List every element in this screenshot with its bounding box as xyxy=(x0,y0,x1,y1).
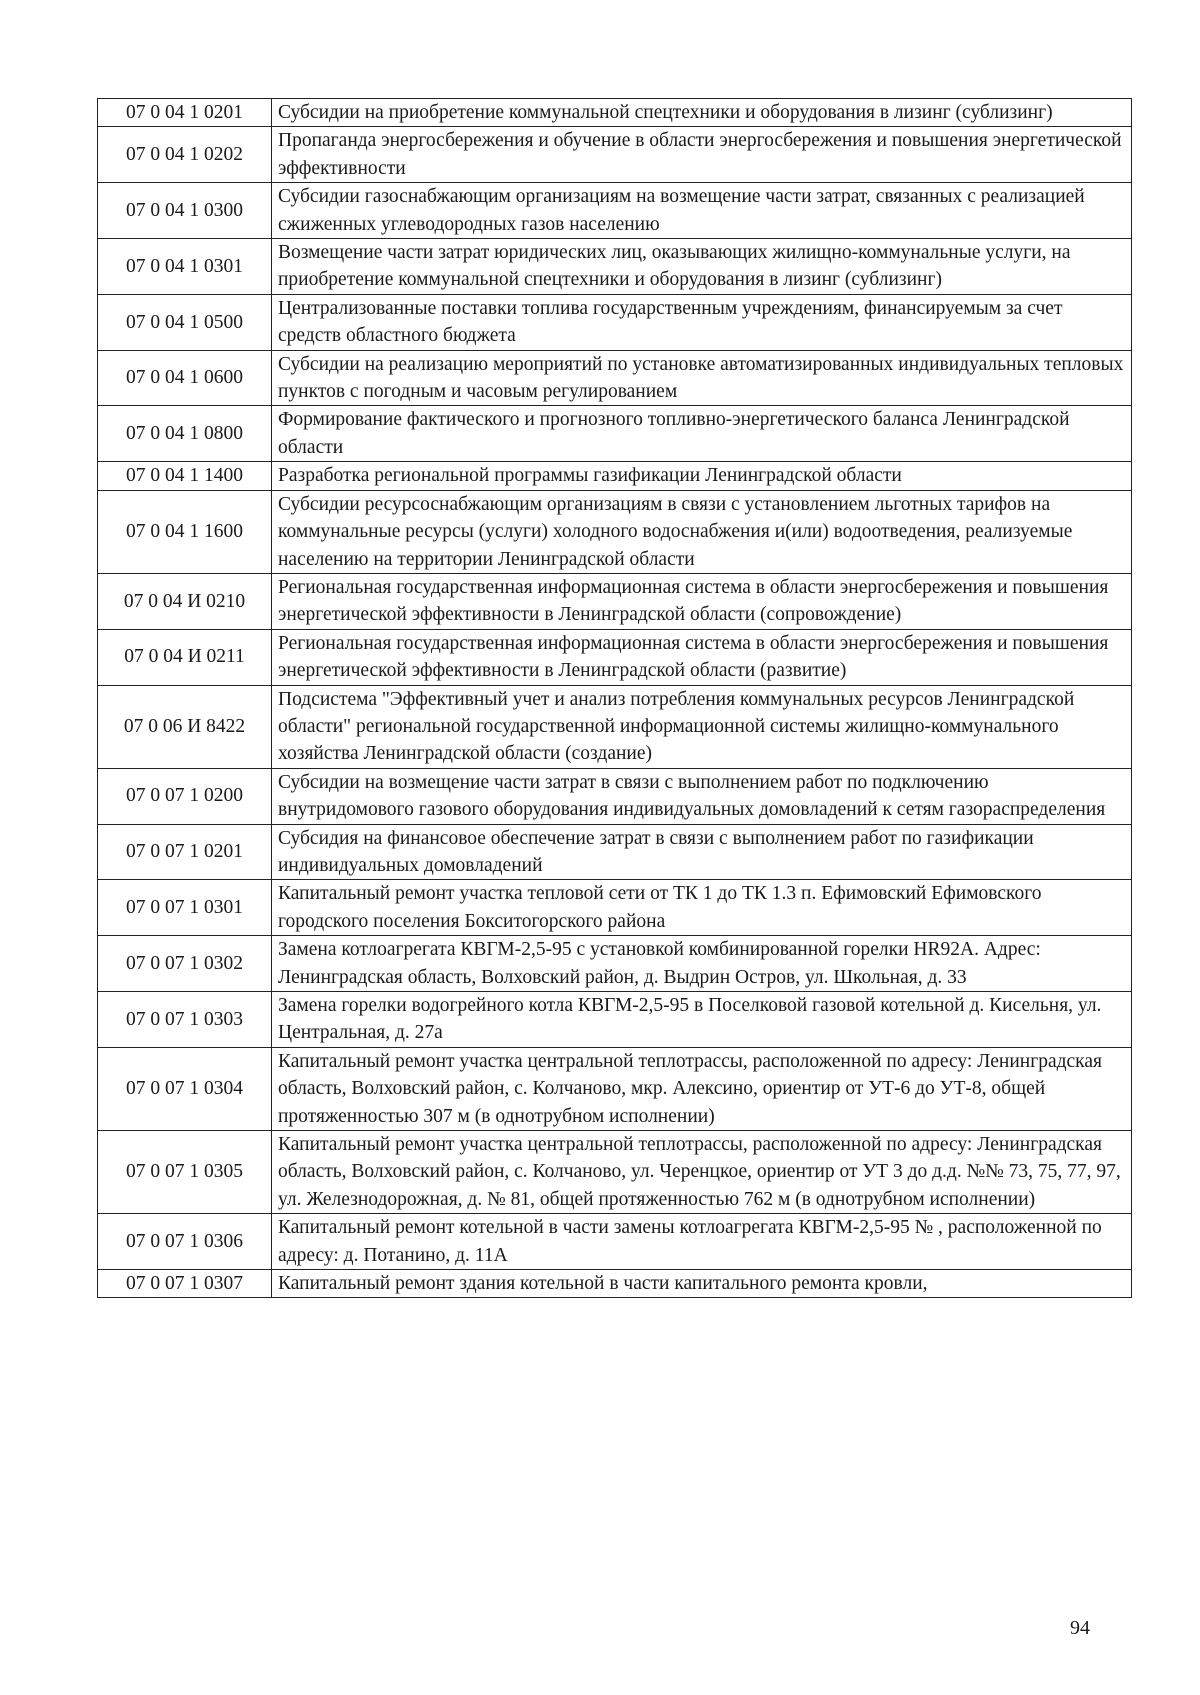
row-code: 07 0 04 1 0800 xyxy=(98,406,272,462)
row-code: 07 0 07 1 0301 xyxy=(98,880,272,936)
row-description: Региональная государственная информационная система в области энергосбережения и повышения энергетической эффективности в Ленинградской области (сопровождение) xyxy=(272,573,1132,629)
row-code: 07 0 04 1 1600 xyxy=(98,490,272,573)
table-row xyxy=(98,573,1132,629)
row-description: Субсидии ресурсоснабжающим организациям в связи с установлением льготных тарифов на коммунальные ресурсы (услуги) холодного водоснабжения и(или) водоотведения, реализуемые населению на территории Ленинградской области xyxy=(272,490,1132,573)
row-code: 07 0 07 1 0200 xyxy=(98,768,272,824)
row-description: Замена горелки водогрейного котла КВГМ-2,5-95 в Поселковой газовой котельной д. Кисельня, ул. Центральная, д. 27а xyxy=(272,992,1132,1048)
row-description: Капитальный ремонт участка центральной теплотрассы, расположенной по адресу: Ленинградская область, Волховский район, с. Колчаново, ул. Черенцкое, ориентир от УТ 3 до д.д. №№ 73, 75, 77, 97, ул. Железнодорожная, д. № 81, общей протяженностью 762 м (в однотрубном исполнении) xyxy=(272,1131,1132,1214)
table-row xyxy=(98,1270,1132,1298)
row-code: 07 0 07 1 0306 xyxy=(98,1214,272,1270)
table-row xyxy=(98,992,1132,1048)
table-row xyxy=(98,936,1132,992)
row-description: Субсидии на реализацию мероприятий по установке автоматизированных индивидуальных тепловых пунктов с погодным и часовым регулированием xyxy=(272,350,1132,406)
row-code: 07 0 06 И 8422 xyxy=(98,685,272,768)
row-description: Централизованные поставки топлива государственным учреждениям, финансируемым за счет средств областного бюджета xyxy=(272,294,1132,350)
table-row xyxy=(98,685,1132,768)
row-description: Субсидии газоснабжающим организациям на возмещение части затрат, связанных с реализацией сжиженных углеводородных газов населению xyxy=(272,183,1132,239)
table-row xyxy=(98,824,1132,880)
table-row xyxy=(98,99,1132,127)
budget-codes-table xyxy=(97,98,1132,1298)
row-code: 07 0 04 1 1400 xyxy=(98,462,272,490)
page-number: 94 xyxy=(1070,1617,1090,1639)
row-description: Капитальный ремонт здания котельной в части капитального ремонта кровли, xyxy=(272,1270,1132,1298)
row-description: Замена котлоагрегата КВГМ-2,5-95 с установкой комбинированной горелки HR92A. Адрес: Ленинградская область, Волховский район, д. Выдрин Остров, ул. Школьная, д. 33 xyxy=(272,936,1132,992)
row-description: Капитальный ремонт котельной в части замены котлоагрегата КВГМ-2,5-95 № , расположенной по адресу: д. Потанино, д. 11А xyxy=(272,1214,1132,1270)
row-description: Пропаганда энергосбережения и обучение в области энергосбережения и повышения энергетической эффективности xyxy=(272,127,1132,183)
row-description: Формирование фактического и прогнозного топливно-энергетического баланса Ленинградской области xyxy=(272,406,1132,462)
row-code: 07 0 04 1 0300 xyxy=(98,183,272,239)
row-code: 07 0 07 1 0201 xyxy=(98,824,272,880)
table-row xyxy=(98,239,1132,295)
row-code: 07 0 04 И 0210 xyxy=(98,573,272,629)
row-code: 07 0 07 1 0304 xyxy=(98,1047,272,1130)
row-code: 07 0 04 1 0201 xyxy=(98,99,272,127)
row-description: Субсидия на финансовое обеспечение затрат в связи с выполнением работ по газификации индивидуальных домовладений xyxy=(272,824,1132,880)
table-row xyxy=(98,768,1132,824)
row-description: Капитальный ремонт участка тепловой сети от ТК 1 до ТК 1.3 п. Ефимовский Ефимовского городского поселения Бокситогорского района xyxy=(272,880,1132,936)
row-code: 07 0 04 1 0301 xyxy=(98,239,272,295)
row-code: 07 0 07 1 0302 xyxy=(98,936,272,992)
row-code: 07 0 04 1 0600 xyxy=(98,350,272,406)
table-row xyxy=(98,462,1132,490)
row-code: 07 0 07 1 0307 xyxy=(98,1270,272,1298)
table-row xyxy=(98,294,1132,350)
table-row xyxy=(98,406,1132,462)
row-description: Субсидии на возмещение части затрат в связи с выполнением работ по подключению внутридомового газового оборудования индивидуальных домовладений к сетям газораспределения xyxy=(272,768,1132,824)
table-row xyxy=(98,127,1132,183)
table-row xyxy=(98,350,1132,406)
row-code: 07 0 07 1 0305 xyxy=(98,1131,272,1214)
row-description: Капитальный ремонт участка центральной теплотрассы, расположенной по адресу: Ленинградская область, Волховский район, с. Колчаново, мкр. Алексино, ориентир от УТ-6 до УТ-8, общей протяженностью 307 м (в однотрубном исполнении) xyxy=(272,1047,1132,1130)
row-code: 07 0 04 И 0211 xyxy=(98,629,272,685)
row-description: Разработка региональной программы газификации Ленинградской области xyxy=(272,462,1132,490)
row-description: Субсидии на приобретение коммунальной спецтехники и оборудования в лизинг (сублизинг) xyxy=(272,99,1132,127)
table-row xyxy=(98,183,1132,239)
table-row xyxy=(98,490,1132,573)
row-description: Подсистема "Эффективный учет и анализ потребления коммунальных ресурсов Ленинградской области" региональной государственной информационной системы жилищно-коммунального хозяйства Ленинградской области (создание) xyxy=(272,685,1132,768)
row-description: Возмещение части затрат юридических лиц, оказывающих жилищно-коммунальные услуги, на приобретение коммунальной спецтехники и оборудования в лизинг (сублизинг) xyxy=(272,239,1132,295)
table-row xyxy=(98,1214,1132,1270)
table-row xyxy=(98,1131,1132,1214)
table-row xyxy=(98,629,1132,685)
row-description: Региональная государственная информационная система в области энергосбережения и повышения энергетической эффективности в Ленинградской области (развитие) xyxy=(272,629,1132,685)
row-code: 07 0 07 1 0303 xyxy=(98,992,272,1048)
table-row xyxy=(98,1047,1132,1130)
row-code: 07 0 04 1 0202 xyxy=(98,127,272,183)
row-code: 07 0 04 1 0500 xyxy=(98,294,272,350)
table-row xyxy=(98,880,1132,936)
